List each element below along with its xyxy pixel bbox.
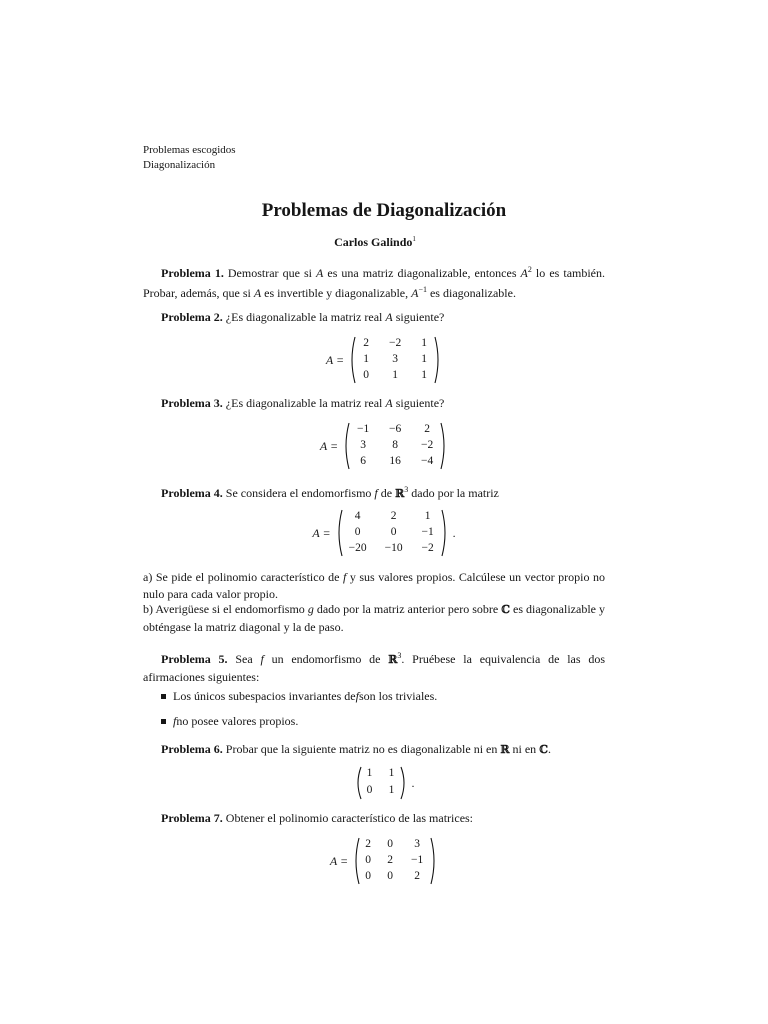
matrix-lhs: A = bbox=[325, 352, 345, 367]
matrix-cell: 2 bbox=[390, 510, 397, 522]
right-paren-icon bbox=[441, 509, 449, 557]
matrix-cell: 3 bbox=[360, 439, 366, 451]
text: siguiente? bbox=[392, 310, 445, 324]
matrix bbox=[335, 509, 449, 557]
math-var: A bbox=[253, 285, 262, 300]
right-paren-icon bbox=[434, 336, 442, 384]
left-paren-icon bbox=[354, 766, 362, 800]
matrix-grid bbox=[350, 422, 440, 470]
text: y sus valores propios. Calcúlese un vector propio no nulo para cada valor propio. bbox=[143, 570, 605, 601]
matrix-problem-3 bbox=[0, 422, 768, 470]
matrix-cell: 0 bbox=[387, 870, 393, 882]
math-exponent: 3 bbox=[404, 485, 409, 494]
author bbox=[0, 235, 750, 250]
matrix-cell: 1 bbox=[388, 784, 395, 796]
math-var: f bbox=[374, 486, 378, 500]
math-var: f bbox=[355, 689, 359, 703]
matrix-cell: 2 bbox=[424, 423, 430, 435]
left-paren-icon bbox=[348, 336, 356, 384]
matrix-cell: 2 bbox=[387, 854, 393, 866]
matrix-cell: 0 bbox=[366, 784, 373, 796]
matrix-cell: 2 bbox=[363, 337, 369, 349]
text: Obtener el polinomio característico de las matrices: bbox=[225, 811, 474, 825]
matrix-cell: 1 bbox=[421, 353, 427, 365]
matrix-cell: −4 bbox=[420, 455, 434, 467]
matrix-cell: 0 bbox=[365, 854, 371, 866]
text: ¿Es diagonalizable la matriz real bbox=[225, 310, 386, 324]
text: de bbox=[377, 486, 396, 500]
matrix-lhs: A = bbox=[312, 525, 331, 540]
left-paren-icon bbox=[352, 837, 360, 885]
right-paren-icon bbox=[400, 766, 408, 800]
text: es invertible y diagonalizable, bbox=[261, 285, 412, 300]
matrix-grid bbox=[360, 837, 430, 885]
problem-4-part-a bbox=[143, 569, 605, 602]
matrix-cell: 0 bbox=[354, 526, 361, 538]
math-var: g bbox=[307, 602, 314, 616]
matrix-cell: −6 bbox=[388, 423, 402, 435]
author-footnote-mark: 1 bbox=[412, 235, 416, 243]
matrix-cell: 1 bbox=[392, 369, 398, 381]
bullet-square-icon bbox=[161, 694, 166, 699]
text: . bbox=[547, 742, 551, 756]
math-var: f bbox=[260, 652, 264, 666]
math-set: ℝ bbox=[395, 487, 405, 500]
text: ¿Es diagonalizable la matriz real bbox=[225, 396, 386, 410]
header-course: Problemas escogidos bbox=[143, 144, 236, 156]
text: . Pruébese la equivalencia de las dos afirmaciones siguientes: bbox=[143, 652, 606, 684]
matrix-cell: 1 bbox=[363, 353, 369, 365]
math-exponent: 2 bbox=[527, 265, 532, 274]
text: lo es también. Probar, además, que si bbox=[143, 266, 606, 300]
math-var: f bbox=[342, 570, 347, 584]
math-var: f bbox=[173, 714, 177, 728]
matrix-cell: 0 bbox=[363, 369, 369, 381]
matrix-grid bbox=[356, 336, 434, 384]
matrix-cell: 1 bbox=[421, 369, 427, 381]
matrix-cell: 1 bbox=[366, 767, 373, 779]
matrix bbox=[352, 837, 438, 885]
math-var: A bbox=[385, 310, 393, 324]
problem-1 bbox=[143, 262, 605, 301]
matrix-lhs: A = bbox=[329, 853, 349, 868]
matrix-cell: 3 bbox=[392, 353, 398, 365]
math-set: ℝ bbox=[500, 743, 510, 756]
matrix-cell: −1 bbox=[410, 854, 424, 866]
text: ni en bbox=[509, 742, 540, 756]
matrix bbox=[348, 336, 442, 384]
bullet-item bbox=[161, 689, 437, 704]
matrix-cell: 2 bbox=[365, 838, 371, 850]
matrix-cell: 4 bbox=[354, 510, 361, 522]
author-name: Carlos Galindo bbox=[334, 235, 413, 249]
problem-2 bbox=[143, 309, 605, 326]
text: dado por la matriz anterior pero sobre bbox=[313, 602, 502, 616]
problem-7 bbox=[143, 810, 605, 827]
matrix-cell: 0 bbox=[365, 870, 371, 882]
matrix-problem-6 bbox=[0, 766, 768, 800]
problem-5 bbox=[143, 648, 605, 685]
text: Se considera el endomorfismo bbox=[225, 486, 375, 500]
text: a) Se pide el polinomio característico de bbox=[143, 570, 343, 584]
matrix-cell: 1 bbox=[388, 767, 395, 779]
matrix-cell: −1 bbox=[356, 423, 370, 435]
problem-label: Problema 4. bbox=[161, 486, 223, 500]
math-set: ℂ bbox=[539, 743, 548, 756]
problem-label: Problema 5. bbox=[161, 652, 228, 666]
problem-label: Problema 1. bbox=[161, 266, 224, 280]
matrix-grid bbox=[362, 766, 400, 800]
text: Demostrar que si bbox=[227, 266, 316, 280]
problem-3 bbox=[143, 395, 605, 412]
matrix-cell: 1 bbox=[421, 337, 427, 349]
matrix-cell: 0 bbox=[387, 838, 393, 850]
matrix-cell: −20 bbox=[348, 542, 367, 554]
left-paren-icon bbox=[342, 422, 350, 470]
math-var: A bbox=[520, 266, 528, 280]
problem-label: Problema 3. bbox=[161, 396, 223, 410]
matrix-cell: −2 bbox=[421, 542, 434, 554]
matrix-trailing-period: . bbox=[411, 775, 415, 790]
text: dado por la matriz bbox=[408, 486, 499, 500]
matrix-grid bbox=[343, 509, 441, 557]
math-set: ℝ bbox=[388, 653, 398, 666]
matrix-problem-2 bbox=[0, 336, 768, 384]
matrix-problem-7 bbox=[0, 837, 768, 885]
text: un endomorfismo de bbox=[263, 652, 389, 666]
right-paren-icon bbox=[430, 837, 438, 885]
matrix-cell: 16 bbox=[389, 455, 401, 467]
matrix-cell: −10 bbox=[384, 542, 403, 554]
problem-4 bbox=[143, 482, 605, 503]
text: Los únicos subespacios invariantes de bbox=[173, 689, 356, 703]
problem-4-part-b bbox=[143, 601, 605, 635]
text: no posee valores propios. bbox=[176, 714, 299, 728]
matrix-cell: 8 bbox=[392, 439, 398, 451]
math-var: A bbox=[316, 266, 324, 280]
problem-label: Problema 6. bbox=[161, 742, 223, 756]
text: b) Averigüese si el endomorfismo bbox=[143, 602, 308, 616]
matrix bbox=[342, 422, 448, 470]
header-topic: Diagonalización bbox=[143, 159, 216, 171]
text: es una matriz diagonalizable, entonces bbox=[323, 266, 521, 280]
text: siguiente? bbox=[392, 396, 445, 410]
text: Probar que la siguiente matriz no es diagonalizable ni en bbox=[225, 742, 501, 756]
math-var: A bbox=[385, 396, 393, 410]
matrix-cell: 3 bbox=[414, 838, 420, 850]
right-paren-icon bbox=[440, 422, 448, 470]
matrix bbox=[354, 766, 408, 800]
matrix-cell: −2 bbox=[388, 337, 402, 349]
text: es diagonalizable. bbox=[426, 285, 516, 300]
matrix-lhs: A = bbox=[319, 438, 339, 453]
matrix-cell: 0 bbox=[390, 526, 397, 538]
matrix-cell: −2 bbox=[420, 439, 434, 451]
matrix-cell: −1 bbox=[421, 526, 434, 538]
problem-6 bbox=[143, 741, 605, 759]
matrix-cell: 6 bbox=[360, 455, 366, 467]
matrix-problem-4 bbox=[0, 509, 768, 557]
matrix-cell: 1 bbox=[424, 510, 431, 522]
problem-label: Problema 7. bbox=[161, 811, 223, 825]
bullet-square-icon bbox=[161, 719, 166, 724]
math-exponent: −1 bbox=[418, 284, 427, 294]
problem-label: Problema 2. bbox=[161, 310, 223, 324]
bullet-item bbox=[161, 714, 298, 729]
text: Sea bbox=[235, 652, 261, 666]
text: es diagonalizable y obténgase la matriz diagonal y la de paso. bbox=[143, 602, 605, 634]
left-paren-icon bbox=[335, 509, 343, 557]
matrix-cell: 2 bbox=[414, 870, 420, 882]
math-var: A bbox=[411, 285, 419, 300]
math-set: ℂ bbox=[501, 603, 510, 616]
matrix-trailing-period: . bbox=[452, 525, 456, 540]
math-exponent: 3 bbox=[397, 651, 402, 660]
text: son los triviales. bbox=[358, 689, 438, 703]
document-title: Problemas de Diagonalización bbox=[261, 200, 507, 221]
